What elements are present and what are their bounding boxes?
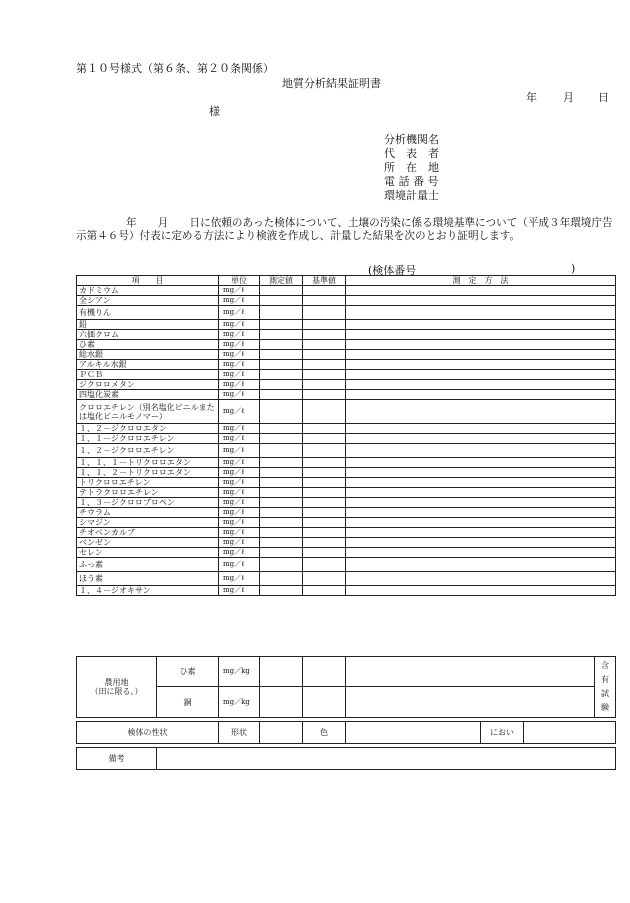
table-row	[77, 340, 616, 350]
unit-cell: mg／ℓ	[219, 400, 260, 424]
method-cell[interactable]	[346, 320, 616, 330]
unit-cell: mg／ℓ	[219, 330, 260, 340]
remarks-row	[77, 748, 616, 770]
method-cell[interactable]	[346, 508, 616, 518]
properties-table	[76, 721, 616, 744]
substance-name: シマジン	[77, 518, 219, 528]
measured-value-cell[interactable]	[260, 380, 303, 390]
farmland-standard-cell[interactable]	[303, 657, 346, 687]
method-cell[interactable]	[346, 350, 616, 360]
unit-cell: mg／ℓ	[219, 444, 260, 458]
measured-value-cell[interactable]	[260, 586, 303, 596]
unit-cell: mg／ℓ	[219, 286, 260, 296]
method-cell[interactable]	[346, 296, 616, 306]
method-cell[interactable]	[346, 572, 616, 586]
form-number: 第１０号様式（第６条、第２０条関係）	[76, 62, 274, 75]
method-cell[interactable]	[346, 380, 616, 390]
unit-cell: mg／ℓ	[219, 548, 260, 558]
unit-cell: mg／ℓ	[219, 360, 260, 370]
standard-value-cell[interactable]	[303, 296, 346, 306]
substance-name: ジクロロメタン	[77, 380, 219, 390]
header-item: 項 目	[77, 276, 219, 286]
farmland-unit: mg／kg	[219, 657, 260, 687]
table-row	[77, 528, 616, 538]
header-measured: 測定値	[260, 276, 303, 286]
side-note-char: 試	[601, 689, 609, 698]
farmland-row-copper	[77, 687, 616, 718]
method-cell[interactable]	[346, 434, 616, 444]
env-measurer-label: 環境計量士	[384, 189, 439, 202]
unit-cell: mg／ℓ	[219, 468, 260, 478]
standard-value-cell[interactable]	[303, 572, 346, 586]
measured-value-cell[interactable]	[260, 468, 303, 478]
measured-value-cell[interactable]	[260, 424, 303, 434]
shape-label: 形状	[219, 722, 260, 744]
table-row	[77, 296, 616, 306]
table-row	[77, 498, 616, 508]
farmland-label-line2: （田に限る。）	[90, 687, 143, 696]
method-cell[interactable]	[346, 400, 616, 424]
farmland-item: 銅	[157, 687, 219, 718]
measured-value-cell[interactable]	[260, 572, 303, 586]
method-cell[interactable]	[346, 360, 616, 370]
substance-name: １、１、１－トリクロロエタン	[77, 458, 219, 468]
table-row	[77, 548, 616, 558]
measured-value-cell[interactable]	[260, 458, 303, 468]
table-row	[77, 360, 616, 370]
substance-name: クロロエチレン（別名塩化ビニルまたは塩化ビニルモノマー）	[77, 400, 219, 424]
measured-value-cell[interactable]	[260, 296, 303, 306]
substance-name: トリクロロエチレン	[77, 478, 219, 488]
lab-name-label: 分析機関名	[384, 133, 439, 146]
date-year: 年	[526, 91, 537, 104]
substance-name: ベンゼン	[77, 538, 219, 548]
method-cell[interactable]	[346, 306, 616, 320]
side-note-char: 験	[601, 703, 609, 712]
unit-cell: mg／ℓ	[219, 508, 260, 518]
substance-name: ふっ素	[77, 558, 219, 572]
results-table	[76, 275, 616, 596]
unit-cell: mg／ℓ	[219, 478, 260, 488]
standard-value-cell[interactable]	[303, 548, 346, 558]
farmland-method-cell[interactable]	[346, 687, 595, 718]
substance-name: チウラム	[77, 508, 219, 518]
standard-value-cell[interactable]	[303, 478, 346, 488]
standard-value-cell[interactable]	[303, 360, 346, 370]
unit-cell: mg／ℓ	[219, 380, 260, 390]
standard-value-cell[interactable]	[303, 434, 346, 444]
substance-name: ほう素	[77, 572, 219, 586]
unit-cell: mg／ℓ	[219, 572, 260, 586]
date-day: 日	[598, 91, 609, 104]
sample-number-close: )	[571, 262, 576, 275]
method-cell[interactable]	[346, 370, 616, 380]
standard-value-cell[interactable]	[303, 286, 346, 296]
phone-label: 電 話 番 号	[384, 175, 439, 188]
unit-cell: mg／ℓ	[219, 528, 260, 538]
standard-value-cell[interactable]	[303, 380, 346, 390]
unit-cell: mg／ℓ	[219, 488, 260, 498]
standard-value-cell[interactable]	[303, 498, 346, 508]
sample-number-label: (検体番号	[368, 264, 417, 277]
address-label: 所 在 地	[384, 161, 439, 174]
header-standard: 基準値	[303, 276, 346, 286]
table-row	[77, 434, 616, 444]
date-month: 月	[563, 91, 574, 104]
substance-name: 有機りん	[77, 306, 219, 320]
standard-value-cell[interactable]	[303, 306, 346, 320]
farmland-label-line1: 農用地	[104, 678, 129, 687]
table-row	[77, 286, 616, 296]
measured-value-cell[interactable]	[260, 444, 303, 458]
table-row	[77, 330, 616, 340]
table-row	[77, 390, 616, 400]
farmland-label	[77, 657, 157, 718]
standard-value-cell[interactable]	[303, 508, 346, 518]
table-row	[77, 306, 616, 320]
measured-value-cell[interactable]	[260, 286, 303, 296]
measured-value-cell[interactable]	[260, 488, 303, 498]
remarks-value-cell[interactable]	[157, 748, 616, 770]
shape-value-cell[interactable]	[260, 722, 303, 744]
side-note-char: 有	[601, 675, 609, 684]
document-title: 地質分析結果証明書	[282, 77, 381, 90]
unit-cell: mg／ℓ	[219, 458, 260, 468]
substance-name: ひ素	[77, 340, 219, 350]
unit-cell: mg／ℓ	[219, 558, 260, 572]
standard-value-cell[interactable]	[303, 444, 346, 458]
substance-name: セレン	[77, 548, 219, 558]
standard-value-cell[interactable]	[303, 488, 346, 498]
odor-label: におい	[481, 722, 524, 744]
standard-value-cell[interactable]	[303, 350, 346, 360]
measured-value-cell[interactable]	[260, 528, 303, 538]
farmland-standard-cell[interactable]	[303, 687, 346, 718]
unit-cell: mg／ℓ	[219, 340, 260, 350]
measured-value-cell[interactable]	[260, 340, 303, 350]
method-cell[interactable]	[346, 390, 616, 400]
farmland-item: ひ素	[157, 657, 219, 687]
measured-value-cell[interactable]	[260, 434, 303, 444]
method-cell[interactable]	[346, 518, 616, 528]
farmland-measured-cell[interactable]	[260, 687, 303, 718]
unit-cell: mg／ℓ	[219, 424, 260, 434]
substance-name: １、２－ジクロロエタン	[77, 424, 219, 434]
method-cell[interactable]	[346, 468, 616, 478]
table-row	[77, 488, 616, 498]
substance-name: アルキル水銀	[77, 360, 219, 370]
table-row	[77, 424, 616, 434]
measured-value-cell[interactable]	[260, 478, 303, 488]
table-row	[77, 586, 616, 596]
method-cell[interactable]	[346, 538, 616, 548]
substance-name: 総水銀	[77, 350, 219, 360]
method-cell[interactable]	[346, 528, 616, 538]
results-table-body	[77, 276, 616, 596]
method-cell[interactable]	[346, 488, 616, 498]
method-cell[interactable]	[346, 340, 616, 350]
table-row	[77, 538, 616, 548]
table-row	[77, 518, 616, 528]
table-row	[77, 478, 616, 488]
unit-cell: mg／ℓ	[219, 498, 260, 508]
unit-cell: mg／ℓ	[219, 350, 260, 360]
standard-value-cell[interactable]	[303, 538, 346, 548]
method-cell[interactable]	[346, 548, 616, 558]
standard-value-cell[interactable]	[303, 528, 346, 538]
method-cell[interactable]	[346, 498, 616, 508]
substance-name: ＰＣＢ	[77, 370, 219, 380]
table-row	[77, 444, 616, 458]
method-cell[interactable]	[346, 586, 616, 596]
unit-cell: mg／ℓ	[219, 518, 260, 528]
table-row	[77, 558, 616, 572]
measured-value-cell[interactable]	[260, 548, 303, 558]
farmland-row-arsenic	[77, 657, 616, 687]
measured-value-cell[interactable]	[260, 306, 303, 320]
unit-cell: mg／ℓ	[219, 370, 260, 380]
table-header-row	[77, 276, 616, 286]
color-value-cell[interactable]	[346, 722, 481, 744]
table-row	[77, 350, 616, 360]
standard-value-cell[interactable]	[303, 320, 346, 330]
method-cell[interactable]	[346, 424, 616, 434]
standard-value-cell[interactable]	[303, 558, 346, 572]
method-cell[interactable]	[346, 458, 616, 468]
table-row	[77, 572, 616, 586]
table-row	[77, 508, 616, 518]
standard-value-cell[interactable]	[303, 390, 346, 400]
content-test-note	[595, 657, 616, 718]
unit-cell: mg／ℓ	[219, 586, 260, 596]
substance-name: １、１－ジクロロエチレン	[77, 434, 219, 444]
method-cell[interactable]	[346, 558, 616, 572]
method-cell[interactable]	[346, 286, 616, 296]
substance-name: テトラクロロエチレン	[77, 488, 219, 498]
table-row	[77, 468, 616, 478]
farmland-unit: mg／kg	[219, 687, 260, 718]
measured-value-cell[interactable]	[260, 498, 303, 508]
farmland-table	[76, 656, 616, 718]
substance-name: 全シアン	[77, 296, 219, 306]
unit-cell: mg／ℓ	[219, 434, 260, 444]
properties-label: 検体の性状	[77, 722, 219, 744]
standard-value-cell[interactable]	[303, 468, 346, 478]
standard-value-cell[interactable]	[303, 586, 346, 596]
table-row	[77, 458, 616, 468]
properties-row	[77, 722, 616, 744]
substance-name: 四塩化炭素	[77, 390, 219, 400]
table-row	[77, 400, 616, 424]
standard-value-cell[interactable]	[303, 400, 346, 424]
table-row	[77, 380, 616, 390]
header-method: 測 定 方 法	[346, 276, 616, 286]
measured-value-cell[interactable]	[260, 400, 303, 424]
unit-cell: mg／ℓ	[219, 538, 260, 548]
substance-name: チオベンカルブ	[77, 528, 219, 538]
table-row	[77, 370, 616, 380]
unit-cell: mg／ℓ	[219, 306, 260, 320]
unit-cell: mg／ℓ	[219, 390, 260, 400]
standard-value-cell[interactable]	[303, 424, 346, 434]
measured-value-cell[interactable]	[260, 558, 303, 572]
measured-value-cell[interactable]	[260, 370, 303, 380]
addressee-suffix: 様	[209, 105, 220, 118]
method-cell[interactable]	[346, 330, 616, 340]
representative-label: 代 表 者	[384, 147, 439, 160]
measured-value-cell[interactable]	[260, 360, 303, 370]
measured-value-cell[interactable]	[260, 518, 303, 528]
measured-value-cell[interactable]	[260, 538, 303, 548]
measured-value-cell[interactable]	[260, 330, 303, 340]
farmland-method-cell[interactable]	[346, 657, 595, 687]
remarks-table	[76, 747, 616, 770]
unit-cell: mg／ℓ	[219, 320, 260, 330]
standard-value-cell[interactable]	[303, 518, 346, 528]
remarks-label: 備考	[77, 748, 157, 770]
side-note-char: 含	[601, 661, 609, 670]
substance-name: １、４－ジオキサン	[77, 586, 219, 596]
standard-value-cell[interactable]	[303, 458, 346, 468]
substance-name: １、１、２－トリクロロエタン	[77, 468, 219, 478]
table-row	[77, 320, 616, 330]
measured-value-cell[interactable]	[260, 320, 303, 330]
method-cell[interactable]	[346, 478, 616, 488]
color-label: 色	[303, 722, 346, 744]
standard-value-cell[interactable]	[303, 340, 346, 350]
substance-name: 鉛	[77, 320, 219, 330]
standard-value-cell[interactable]	[303, 370, 346, 380]
measured-value-cell[interactable]	[260, 350, 303, 360]
farmland-measured-cell[interactable]	[260, 657, 303, 687]
certification-text: 年 月 日に依頼のあった検体について、土壌の汚染に係る環境基準について（平成３年環境庁告示第４６号）付表に定める方法により検液を作成し、計量した結果を次のとおり証明します。	[76, 217, 613, 242]
substance-name: １、３－ジクロロプロペン	[77, 498, 219, 508]
unit-cell: mg／ℓ	[219, 296, 260, 306]
measured-value-cell[interactable]	[260, 390, 303, 400]
measured-value-cell[interactable]	[260, 508, 303, 518]
substance-name: 六価クロム	[77, 330, 219, 340]
standard-value-cell[interactable]	[303, 330, 346, 340]
substance-name: カドミウム	[77, 286, 219, 296]
substance-name: １、２－ジクロロエチレン	[77, 444, 219, 458]
method-cell[interactable]	[346, 444, 616, 458]
header-unit: 単位	[219, 276, 260, 286]
odor-value-cell[interactable]	[524, 722, 616, 744]
